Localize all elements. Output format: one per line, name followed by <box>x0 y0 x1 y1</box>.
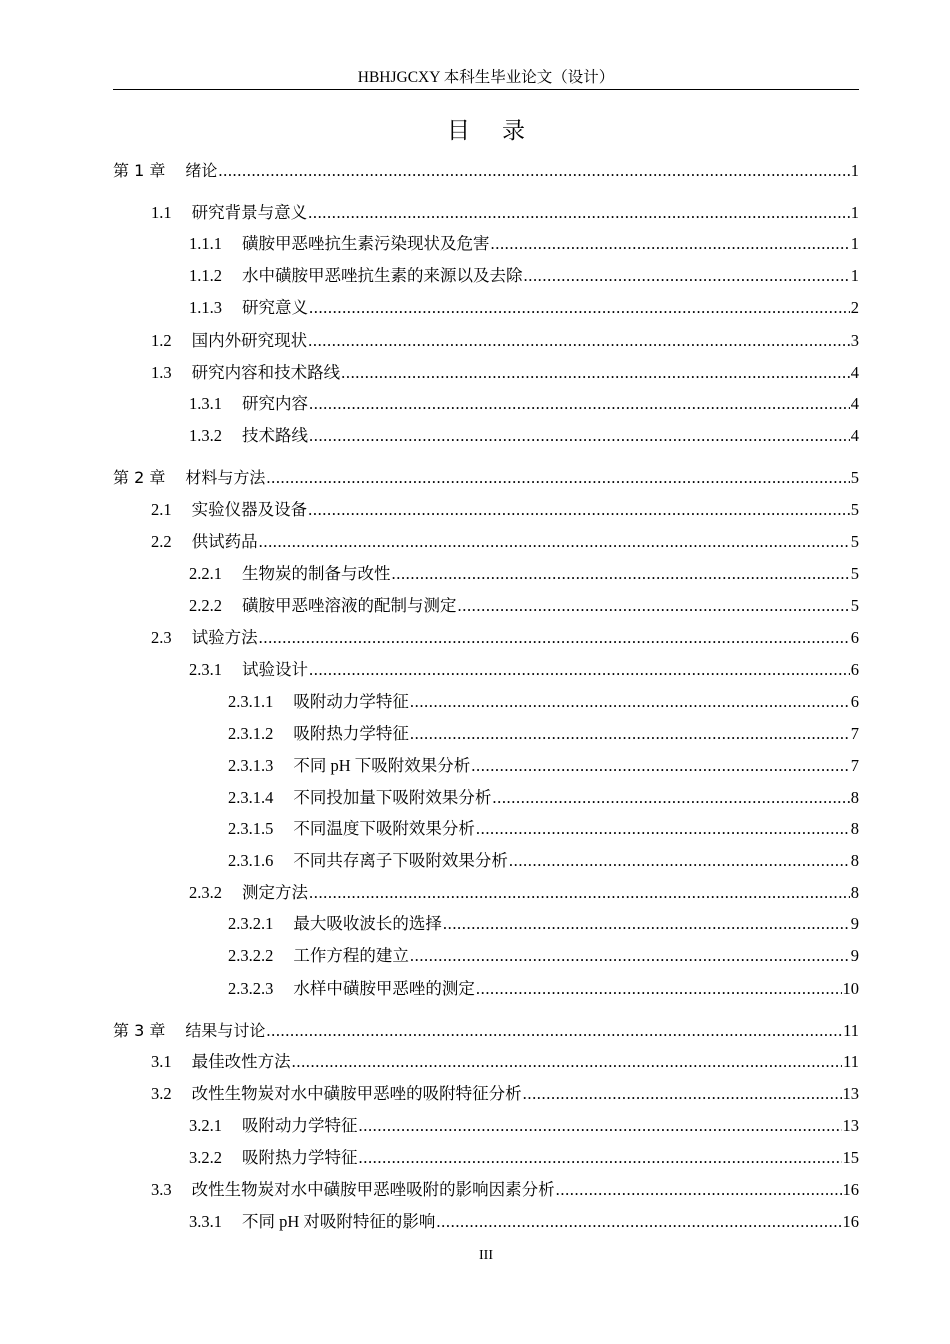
toc-entry[interactable] <box>113 1020 859 1042</box>
toc-entry-title: 改性生物炭对水中磺胺甲恶唑的吸附特征分析 <box>191 1084 522 1103</box>
toc-dot-leader <box>523 1083 842 1105</box>
toc-entry[interactable] <box>189 595 859 617</box>
toc-entry-number: 3.3 <box>151 1180 172 1199</box>
toc-entry-page: 16 <box>842 1180 859 1199</box>
toc-entry-title: 不同 pH 对吸附特征的影响 <box>242 1212 436 1231</box>
toc-entry-title: 不同共存离子下吸附效果分析 <box>293 851 508 870</box>
toc-entry-number: 2.3.1 <box>189 660 222 679</box>
toc-entry-page: 4 <box>850 426 859 445</box>
toc-entry-number: 3.3.1 <box>189 1212 222 1231</box>
toc-entry-number: 2.3.1.4 <box>228 788 274 807</box>
toc-entry-title: 研究背景与意义 <box>191 203 308 222</box>
toc-dot-leader <box>259 531 850 553</box>
toc-dot-leader <box>476 978 842 1000</box>
toc-entry[interactable] <box>151 202 859 224</box>
toc-entry-page: 8 <box>850 851 859 870</box>
toc-entry-number: 3.2 <box>151 1084 172 1103</box>
toc-entry-page: 11 <box>843 1052 859 1071</box>
toc-entry-title: 试验方法 <box>191 628 258 647</box>
toc-entry[interactable] <box>189 297 859 319</box>
toc-entry-title: 改性生物炭对水中磺胺甲恶唑吸附的影响因素分析 <box>191 1180 555 1199</box>
toc-entry-number: 3.2.1 <box>189 1116 222 1135</box>
toc-dot-leader <box>436 1211 841 1233</box>
toc-entry-page: 1 <box>850 234 859 253</box>
toc-dot-leader <box>259 627 850 649</box>
toc-dot-leader <box>476 818 850 840</box>
toc-entry-page: 7 <box>850 724 859 743</box>
toc-dot-leader <box>443 913 850 935</box>
toc-title: 目录 <box>447 118 557 143</box>
toc-dot-leader <box>410 945 850 967</box>
toc-dot-leader <box>392 563 850 585</box>
toc-entry-title: 测定方法 <box>242 883 308 902</box>
toc-entry-page: 6 <box>850 692 859 711</box>
toc-entry-number: 1.1.1 <box>189 234 222 253</box>
toc-entry-number: 1.1.3 <box>189 298 222 317</box>
toc-entry-page: 4 <box>850 394 859 413</box>
toc-entry-number: 1.3 <box>151 363 172 382</box>
toc-entry-number: 1.3.2 <box>189 426 222 445</box>
toc-dot-leader <box>471 755 849 777</box>
toc-entry-number: 第 1 章 <box>113 161 166 180</box>
page-header: HBHJGCXY 本科生毕业论文（设计） <box>357 69 615 86</box>
toc-entry-number: 2.3.2.1 <box>228 914 274 933</box>
toc-entry-title: 水中磺胺甲恶唑抗生素的来源以及去除 <box>242 266 523 285</box>
toc-entry[interactable] <box>228 978 859 1000</box>
toc-entry-page: 5 <box>850 596 859 615</box>
toc-dot-leader <box>458 595 850 617</box>
toc-entry-number: 3.1 <box>151 1052 172 1071</box>
toc-entry-page: 1 <box>850 266 859 285</box>
toc-entry[interactable] <box>151 330 859 352</box>
toc-entry[interactable] <box>189 1211 859 1233</box>
toc-dot-leader <box>266 1020 842 1042</box>
toc-entry-page: 5 <box>850 500 859 519</box>
toc-entry[interactable] <box>189 393 859 415</box>
toc-entry-page: 2 <box>850 298 859 317</box>
toc-entry[interactable] <box>189 265 859 287</box>
toc-entry-number: 2.2 <box>151 532 172 551</box>
toc-entry-title: 研究内容和技术路线 <box>191 363 341 382</box>
toc-entry-page: 5 <box>850 564 859 583</box>
toc-entry-title: 磺胺甲恶唑溶液的配制与测定 <box>242 596 457 615</box>
toc-entry[interactable] <box>151 627 859 649</box>
toc-entry-page: 8 <box>850 819 859 838</box>
toc-dot-leader <box>309 882 850 904</box>
toc-entry[interactable] <box>189 659 859 681</box>
toc-entry-title: 最大吸收波长的选择 <box>293 914 442 933</box>
toc-entry[interactable] <box>189 1147 859 1169</box>
toc-entry-number: 2.2.1 <box>189 564 222 583</box>
toc-entry-title: 研究意义 <box>242 298 308 317</box>
toc-entry-page: 11 <box>843 1021 859 1040</box>
toc-entry[interactable] <box>228 913 859 935</box>
toc-entry-title: 绪论 <box>185 161 218 180</box>
toc-entry-number: 1.2 <box>151 331 172 350</box>
toc-entry-title: 国内外研究现状 <box>191 331 308 350</box>
toc-entry-page: 9 <box>850 914 859 933</box>
toc-entry[interactable] <box>151 1083 859 1105</box>
toc-entry-title: 研究内容 <box>242 394 308 413</box>
toc-entry-number: 2.3.1.1 <box>228 692 274 711</box>
toc-dot-leader <box>410 723 850 745</box>
toc-dot-leader <box>309 659 850 681</box>
toc-entry-number: 2.3.1.6 <box>228 851 274 870</box>
toc-entry-title: 吸附热力学特征 <box>242 1148 358 1167</box>
toc-entry-title: 试验设计 <box>242 660 308 679</box>
toc-dot-leader <box>492 787 849 809</box>
toc-entry-number: 2.3.1.3 <box>228 756 274 775</box>
toc-entry-number: 2.3 <box>151 628 172 647</box>
toc-dot-leader <box>509 850 850 872</box>
toc-entry-number: 2.2.2 <box>189 596 222 615</box>
toc-dot-leader <box>309 297 850 319</box>
toc-entry-page: 5 <box>850 468 859 487</box>
toc-entry-page: 1 <box>850 161 859 180</box>
toc-entry-number: 2.3.1.2 <box>228 724 274 743</box>
toc-entry-page: 6 <box>850 660 859 679</box>
toc-entry-title: 生物炭的制备与改性 <box>242 564 391 583</box>
toc-entry-number: 1.3.1 <box>189 394 222 413</box>
toc-entry[interactable] <box>228 818 859 840</box>
toc-entry-page: 10 <box>842 979 859 998</box>
toc-entry-title: 吸附动力学特征 <box>242 1116 358 1135</box>
toc-entry-title: 不同 pH 下吸附效果分析 <box>293 756 471 775</box>
toc-dot-leader <box>309 425 850 447</box>
toc-entry-number: 1.1 <box>151 203 172 222</box>
toc-entry-number: 第 3 章 <box>113 1021 166 1040</box>
toc-entry-number: 1.1.2 <box>189 266 222 285</box>
toc-entry-page: 13 <box>842 1116 859 1135</box>
toc-entry[interactable] <box>228 787 859 809</box>
toc-entry[interactable] <box>113 467 859 489</box>
toc-entry-page: 9 <box>850 946 859 965</box>
toc-entry-number: 3.2.2 <box>189 1148 222 1167</box>
toc-entry-title: 结果与讨论 <box>185 1021 266 1040</box>
toc-dot-leader <box>410 691 850 713</box>
toc-dot-leader <box>292 1051 842 1073</box>
toc-entry[interactable] <box>151 1179 859 1201</box>
toc-entry[interactable] <box>151 531 859 553</box>
toc-dot-leader <box>341 362 850 384</box>
toc-dot-leader <box>491 233 850 255</box>
toc-entry-number: 2.3.2.3 <box>228 979 274 998</box>
toc-entry[interactable] <box>228 723 859 745</box>
toc-entry-title: 实验仪器及设备 <box>191 500 308 519</box>
toc-entry[interactable] <box>228 945 859 967</box>
toc-entry-title: 材料与方法 <box>185 468 266 487</box>
toc-entry[interactable] <box>228 850 859 872</box>
toc-entry[interactable] <box>151 499 859 521</box>
page-number: III <box>479 1248 493 1263</box>
toc-entry-title: 供试药品 <box>191 532 258 551</box>
toc-entry-number: 2.3.2.2 <box>228 946 274 965</box>
toc-dot-leader <box>308 330 850 352</box>
toc-entry[interactable] <box>189 1115 859 1137</box>
toc-dot-leader <box>556 1179 842 1201</box>
toc-dot-leader <box>308 202 850 224</box>
toc-entry-number: 2.3.2 <box>189 883 222 902</box>
toc-entry[interactable] <box>189 233 859 255</box>
toc-dot-leader <box>309 393 850 415</box>
toc-entry[interactable] <box>228 755 859 777</box>
toc-entry-page: 16 <box>842 1212 859 1231</box>
toc-entry[interactable] <box>189 882 859 904</box>
toc-dot-leader <box>266 467 849 489</box>
toc-entry[interactable] <box>189 425 859 447</box>
toc-entry-title: 不同温度下吸附效果分析 <box>293 819 475 838</box>
toc-entry[interactable] <box>151 362 859 384</box>
toc-dot-leader <box>308 499 850 521</box>
toc-entry-page: 5 <box>850 532 859 551</box>
toc-entry-number: 第 2 章 <box>113 468 166 487</box>
toc-entry-page: 4 <box>850 363 859 382</box>
toc-entry-title: 磺胺甲恶唑抗生素污染现状及危害 <box>242 234 490 253</box>
toc-entry-title: 不同投加量下吸附效果分析 <box>293 788 492 807</box>
toc-entry-page: 13 <box>842 1084 859 1103</box>
toc-entry-page: 15 <box>842 1148 859 1167</box>
toc-dot-leader <box>218 160 849 182</box>
toc-entry-page: 3 <box>850 331 859 350</box>
toc-entry-title: 工作方程的建立 <box>293 946 409 965</box>
toc-entry[interactable] <box>151 1051 859 1073</box>
toc-entry-page: 7 <box>850 756 859 775</box>
toc-entry-title: 水样中磺胺甲恶唑的测定 <box>293 979 475 998</box>
toc-entry-page: 6 <box>850 628 859 647</box>
toc-entry-title: 吸附热力学特征 <box>293 724 409 743</box>
toc-dot-leader <box>524 265 850 287</box>
toc-entry-title: 最佳改性方法 <box>191 1052 291 1071</box>
toc-entry-page: 8 <box>850 788 859 807</box>
toc-entry-title: 吸附动力学特征 <box>293 692 409 711</box>
toc-entry[interactable] <box>228 691 859 713</box>
toc-entry-number: 2.1 <box>151 500 172 519</box>
toc-entry[interactable] <box>189 563 859 585</box>
toc-dot-leader <box>359 1115 842 1137</box>
toc-dot-leader <box>359 1147 842 1169</box>
toc-entry[interactable] <box>113 160 859 182</box>
toc-entry-page: 1 <box>850 203 859 222</box>
toc-entry-title: 技术路线 <box>242 426 308 445</box>
toc-entry-page: 8 <box>850 883 859 902</box>
toc-entry-number: 2.3.1.5 <box>228 819 274 838</box>
